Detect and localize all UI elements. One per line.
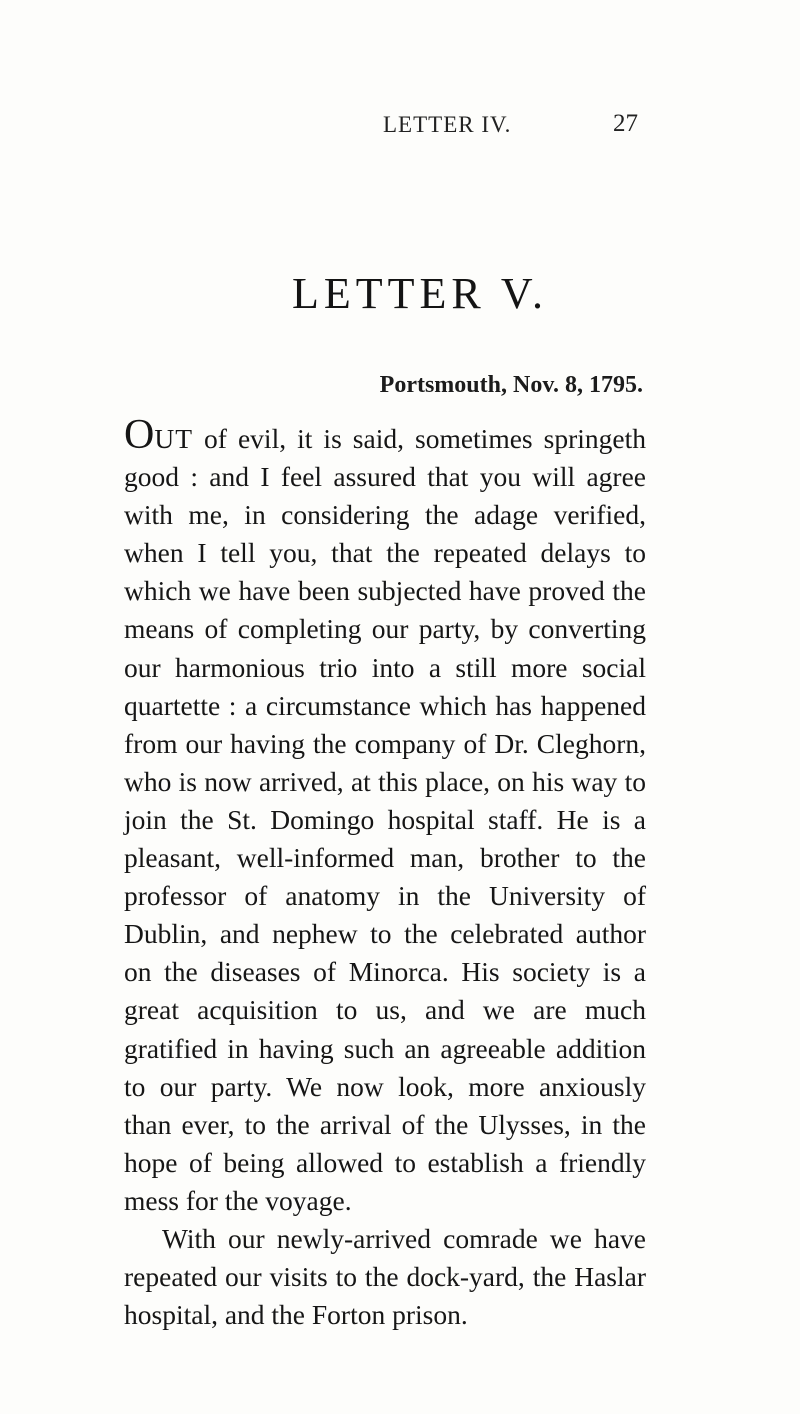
opening-word-rest: UT — [154, 423, 194, 454]
drop-cap: O — [124, 412, 155, 458]
paragraph-2: With our newly-arrived comrade we have repeated our visits to the dock-yard, the Haslar hospital, and the Forton prison. — [124, 1222, 646, 1331]
paragraph-1 — [124, 412, 646, 1220]
paragraph-1-text: of evil, it is said, sometimes springeth good : and I feel assured that you will agree with me, in considering the adage verified, when I tell you, that the repeated delays to which we have been subjected have proved the means of completing our party, by converting our harmonious trio into a still more social quartette : a circumstance which has happened from our having the company of Dr. Cleghorn, who is now arrived, at this place, on his way to join the St. Domingo hospital staff. He is a pleasant, well-informed man, brother to the professor of anatomy in the University of Dublin, and nephew to the celebrated author on the diseases of Minorca. His society is a great acquisition to us, and we are much gratified in having such an agreeable addition to our party. We now look, more anxiously than ever, to the arrival of the Ulysses, in the hope of being allowed to establish a friendly mess for the voyage. — [124, 423, 646, 1216]
dateline: Portsmouth, Nov. 8, 1795. — [379, 372, 643, 398]
page-number: 27 — [613, 110, 638, 137]
letter-title: LETTER V. — [291, 269, 549, 318]
letter-body — [124, 412, 646, 1334]
running-head: LETTER IV. — [383, 112, 512, 137]
